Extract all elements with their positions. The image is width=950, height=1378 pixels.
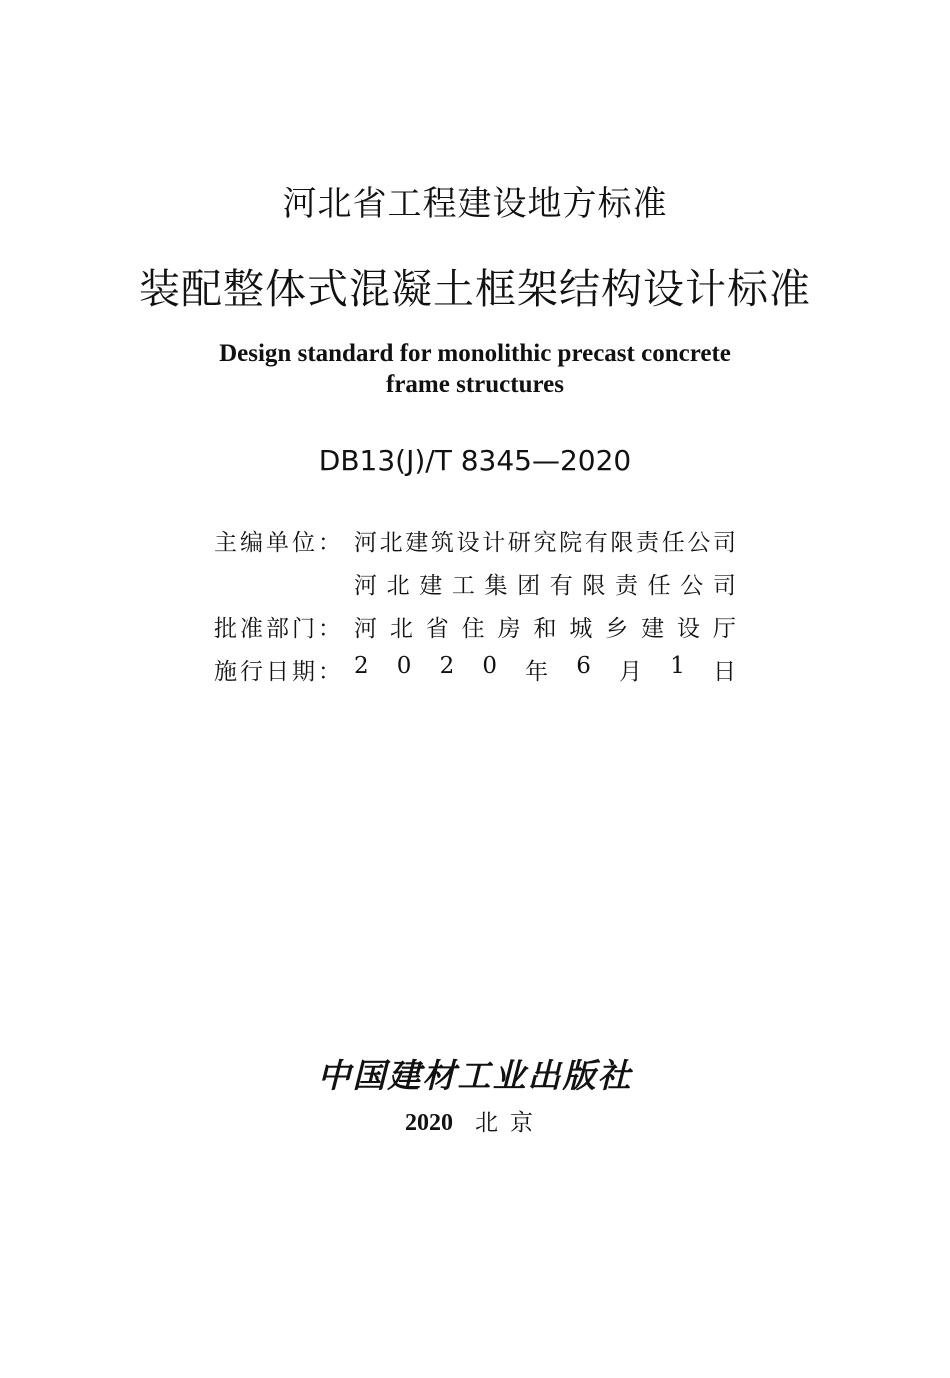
spread-char: 设 (456, 529, 480, 556)
english-title (0, 338, 950, 400)
spread-char: 厅 (712, 615, 736, 642)
spread-char: 究 (533, 529, 557, 556)
spread-char: 建 (405, 529, 429, 556)
publication-line (0, 1104, 950, 1137)
spread-char: 集 (484, 572, 508, 599)
spread-char: 责 (615, 572, 638, 599)
spread-char: 建 (641, 615, 665, 642)
spread-char: 任 (647, 572, 671, 599)
spread-char: 责 (636, 529, 660, 556)
spread-char: 司 (712, 529, 736, 556)
spread-char: 月 (619, 658, 643, 685)
spread-char: 省 (425, 615, 449, 642)
english-title-line1: Design standard for monolithic precast concrete (219, 340, 731, 367)
spread-char: 住 (461, 615, 485, 642)
spread-char: 公 (680, 572, 704, 599)
series-title: 河北省工程建设地方标准 (282, 184, 668, 224)
spread-char: 河 (354, 529, 377, 556)
publication-city: 北京 (475, 1110, 545, 1136)
spread-char: 6 (576, 652, 591, 679)
spread-char: 设 (677, 615, 701, 642)
spread-char: 有 (549, 572, 573, 599)
english-title-line2: frame structures (386, 371, 564, 398)
chief-editor-label: 主编单位： (214, 529, 344, 556)
spread-char: 有 (584, 529, 608, 556)
spread-char: 0 (482, 652, 497, 679)
effective-date-row (214, 652, 736, 686)
spread-char: 北 (386, 572, 410, 599)
spread-char: 1 (670, 652, 685, 679)
spread-char: 北 (379, 529, 403, 556)
standard-code: DB13(J)/T 8345—2020 (318, 444, 632, 477)
spread-char: 河 (354, 572, 377, 599)
publisher-name: 中国建材工业出版社 (317, 1056, 633, 1095)
spread-char: 工 (451, 572, 475, 599)
spread-char: 年 (525, 658, 549, 685)
spread-char: 乡 (605, 615, 629, 642)
spread-char: 司 (712, 572, 736, 599)
spread-char: 2 (354, 652, 369, 679)
spread-char: 任 (661, 529, 685, 556)
spread-char: 公 (687, 529, 711, 556)
spread-char: 筑 (430, 529, 454, 556)
approval-label: 批准部门： (214, 615, 344, 642)
spread-char: 限 (582, 572, 606, 599)
spread-char: 计 (482, 529, 506, 556)
spread-char: 建 (419, 572, 443, 599)
chief-editor-value-2 (354, 567, 736, 600)
spread-char: 研 (507, 529, 531, 556)
spread-char: 房 (497, 615, 521, 642)
spread-char: 2 (439, 652, 455, 679)
main-title: 装配整体式混凝土框架结构设计标准 (139, 265, 811, 313)
effective-date-label: 施行日期： (214, 658, 344, 685)
spread-char: 团 (517, 572, 541, 599)
spread-char: 北 (389, 615, 413, 642)
spread-char: 0 (396, 652, 412, 679)
effective-date-value (354, 653, 736, 686)
spread-char: 城 (569, 615, 593, 642)
chief-editor-value-1 (354, 524, 736, 557)
approval-value (354, 610, 736, 643)
chief-editor-row-2 (214, 566, 736, 600)
chief-editor-row-1 (214, 523, 736, 557)
spread-char: 河 (354, 615, 377, 642)
spread-char: 日 (712, 658, 736, 685)
publication-year: 2020 (405, 1110, 453, 1136)
spread-char: 院 (559, 529, 583, 556)
spread-char: 限 (610, 529, 634, 556)
spread-char: 和 (533, 615, 557, 642)
approval-row (214, 609, 736, 643)
